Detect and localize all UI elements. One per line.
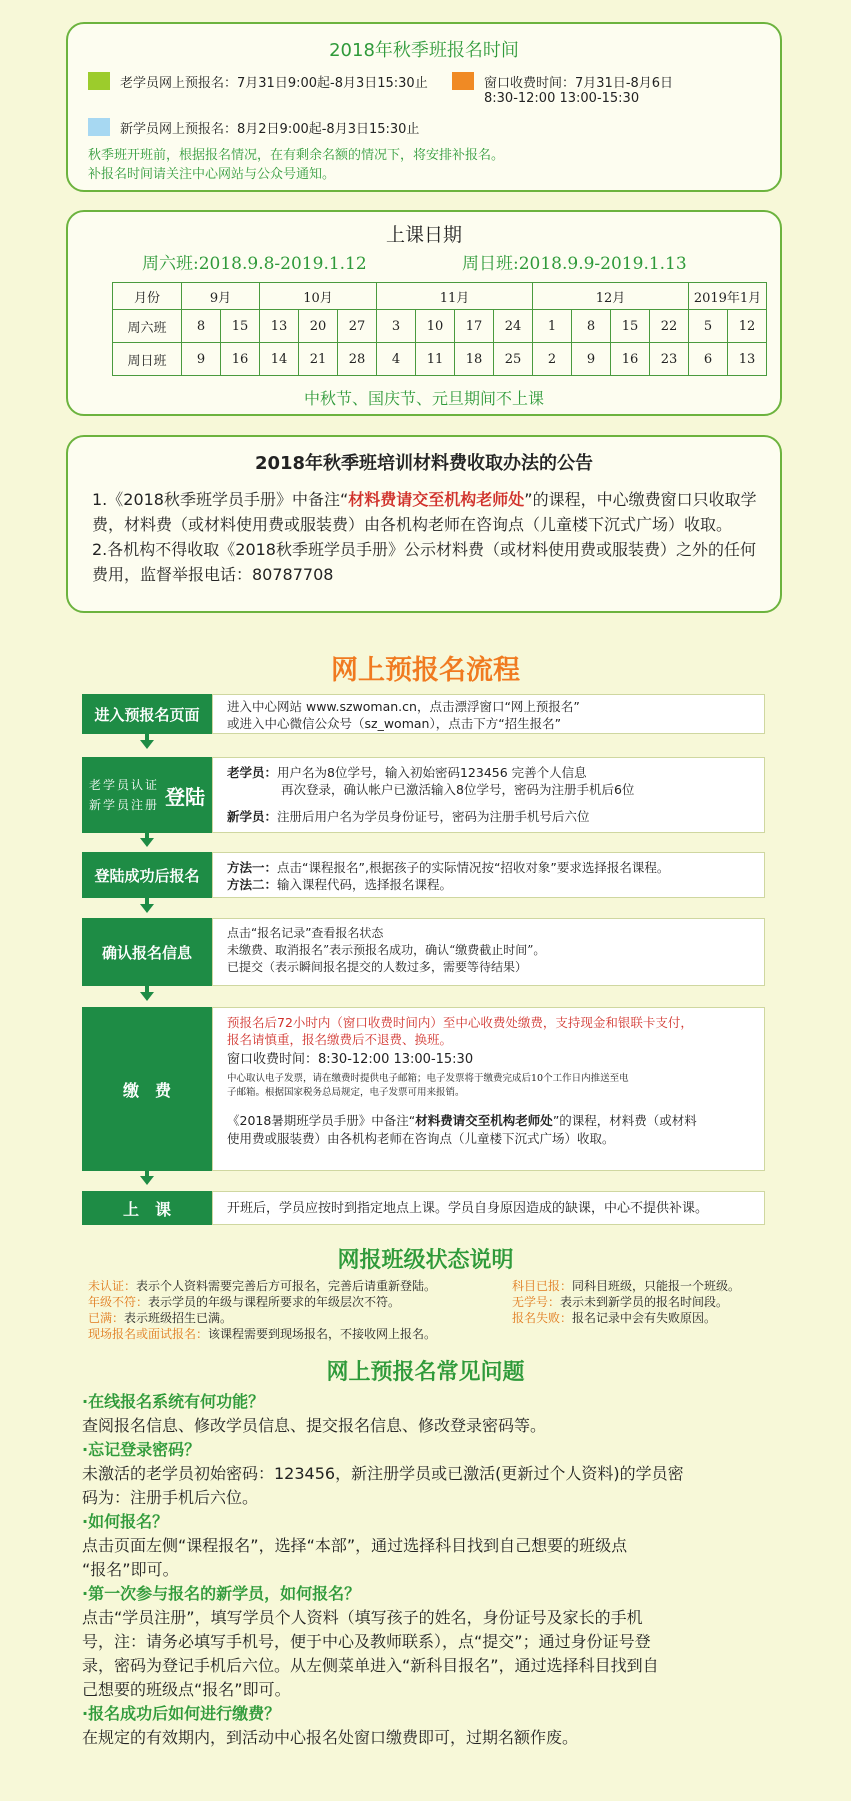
step-payment-desc — [212, 1007, 765, 1171]
saturday-day-cell: 15 — [611, 310, 650, 343]
class-calendar-table — [112, 282, 767, 376]
flow-arrow-icon — [140, 1176, 154, 1185]
saturday-day-cell: 5 — [689, 310, 728, 343]
step-attend: 上 课 — [82, 1191, 212, 1225]
sunday-range: 周日班:2018.9.9-2019.1.13 — [462, 254, 687, 274]
status-grade: 表示学员的年级与课程所要求的年级层次不符。 — [148, 1295, 401, 1309]
notice-title: 2018年秋季班培训材料费收取办法的公告 — [254, 453, 594, 474]
saturday-row-label: 周六班 — [113, 310, 182, 343]
status-grade-key: 年级不符： — [88, 1295, 149, 1309]
step-register: 登陆成功后报名 — [82, 852, 212, 898]
window-swatch — [452, 72, 474, 90]
step-enter-page-line2: 或进入中心微信公众号（sz_woman），点击下方“招生报名” — [227, 716, 562, 731]
status-onsite-key: 现场报名或面试报名： — [88, 1327, 209, 1341]
registration-time-panel — [66, 22, 782, 192]
saturday-day-cell: 20 — [299, 310, 338, 343]
class-dates-panel — [66, 210, 782, 416]
payment-rule-1: 预报名后72小时内（窗口收费时间内）至中心收费处缴费，支持现金和银联卡支付， — [227, 1015, 693, 1030]
old-student-heading: 老学员： — [227, 765, 278, 780]
sunday-day-cell: 16 — [221, 343, 260, 376]
method-2-heading: 方法二： — [227, 877, 278, 892]
faq-title: 网上预报名常见问题 — [326, 1360, 525, 1385]
saturday-day-cell: 8 — [572, 310, 611, 343]
calendar-header-cell: 9月 — [182, 283, 260, 310]
flow-arrow-icon — [140, 740, 154, 749]
calendar-header-cell: 12月 — [533, 283, 689, 310]
status-title: 网报班级状态说明 — [337, 1248, 514, 1273]
payment-material-note — [227, 1112, 750, 1148]
sunday-day-cell: 13 — [728, 343, 767, 376]
invoice-line2: 子邮箱。根据国家税务总局规定，电子发票可用来报销。 — [227, 1087, 465, 1098]
status-noid-key: 无学号： — [512, 1295, 561, 1309]
registration-note-2: 补报名时间请关注中心网站与公众号通知。 — [88, 167, 336, 182]
saturday-day-cell: 24 — [494, 310, 533, 343]
material-note-bold: 材料费请交至机构老师处 — [415, 1113, 553, 1128]
flow-arrow-icon — [140, 992, 154, 1001]
status-full: 表示班级招生已满。 — [124, 1311, 233, 1325]
calendar-header-cell: 月份 — [113, 283, 182, 310]
step-enter-page-desc — [212, 694, 765, 734]
flow-arrow-icon — [140, 838, 154, 847]
saturday-row — [113, 310, 767, 343]
window-hours: 8:30-12:00 13:00-15:30 — [484, 91, 640, 106]
sunday-day-cell: 16 — [611, 343, 650, 376]
method-1-text: 点击“课程报名”,根据孩子的实际情况按“招收对象”要求选择报名课程。 — [277, 860, 670, 875]
status-left-list — [88, 1278, 436, 1342]
status-onsite: 该课程需要到现场报名，不接收网上报名。 — [208, 1327, 437, 1341]
registration-time-title: 2018年秋季班报名时间 — [329, 40, 519, 61]
window-legend — [452, 72, 673, 106]
sunday-day-cell: 4 — [377, 343, 416, 376]
status-unverified: 表示个人资料需要完善后方可报名，完善后请重新登陆。 — [136, 1279, 437, 1293]
sunday-day-cell: 6 — [689, 343, 728, 376]
sunday-day-cell: 14 — [260, 343, 299, 376]
status-full-key: 已满： — [88, 1311, 125, 1325]
faq-q1: ·在线报名系统有何功能？ — [82, 1392, 265, 1411]
invoice-line1: 中心取认电子发票，请在缴费时提供电子邮箱；电子发票将于缴费完成后10个工作日内推送至电 — [227, 1073, 629, 1084]
confirm-line3: 已提交（表示瞬间报名提交的人数过多，需要等待结果） — [227, 960, 528, 974]
confirm-line2: 未缴费、取消报名”表示预报名成功，确认“缴费截止时间”。 — [227, 943, 546, 957]
saturday-day-cell: 8 — [182, 310, 221, 343]
new-student-legend — [88, 118, 419, 137]
faq-q2: ·忘记登录密码？ — [82, 1440, 201, 1459]
status-unverified-key: 未认证： — [88, 1279, 137, 1293]
sunday-day-cell: 11 — [416, 343, 455, 376]
status-noid: 表示未到新学员的报名时间段。 — [560, 1295, 729, 1309]
faq-a4 — [82, 1606, 772, 1702]
saturday-day-cell: 1 — [533, 310, 572, 343]
material-fee-notice — [66, 435, 782, 613]
faq-a3-line1: 点击页面左侧“课程报名”，选择“本部”，通过选择科目找到自己想要的班级点 — [82, 1536, 628, 1555]
status-failed: 报名记录中会有失败原因。 — [572, 1311, 717, 1325]
notice-p1-end: ”的课程，中心缴费窗口只收取学费，材料费（或材料使用费或服装费）由各机构老师在咨询点（儿童楼下沉式广场）收取。 — [92, 490, 757, 534]
notice-p1-highlight: 材料费请交至机构老师处 — [348, 490, 525, 509]
calendar-header-row — [113, 283, 767, 310]
sunday-day-cell: 2 — [533, 343, 572, 376]
new-student-swatch — [88, 118, 110, 136]
faq-a4-line4: 己想要的班级点“报名”即可。 — [82, 1680, 291, 1699]
material-note-end: 使用费或服装费）由各机构老师在咨询点（儿童楼下沉式广场）收取。 — [227, 1131, 615, 1146]
old-student-text-2: 再次登录，确认帐户已激活输入8位学号，密码为注册手机后6位 — [281, 782, 635, 797]
new-student-label: 新学员网上预报名：8月2日9:00起-8月3日15:30止 — [120, 122, 420, 137]
step-register-desc — [212, 852, 765, 898]
saturday-day-cell: 15 — [221, 310, 260, 343]
step-confirm-desc — [212, 918, 765, 986]
sunday-day-cell: 9 — [182, 343, 221, 376]
flow-title: 网上预报名流程 — [331, 655, 520, 686]
faq-a1: 查阅报名信息、修改学员信息、提交报名信息、修改登录密码等。 — [82, 1416, 547, 1435]
step-login-new: 新学员注册 — [88, 798, 159, 812]
step-login-old: 老学员认证 — [88, 778, 159, 792]
faq-a3 — [82, 1534, 772, 1582]
sunday-day-cell: 23 — [650, 343, 689, 376]
new-student-heading: 新学员： — [227, 809, 278, 824]
saturday-range: 周六班:2018.9.8-2019.1.12 — [142, 254, 367, 274]
status-failed-key: 报名失败： — [512, 1311, 573, 1325]
payment-invoice-note — [227, 1072, 750, 1100]
old-student-swatch — [88, 72, 110, 90]
sunday-row — [113, 343, 767, 376]
registration-notes — [88, 146, 504, 184]
faq-a4-line2: 号，注：请务必填写手机号，便于中心及教师联系），点“提交”；通过身份证号登 — [82, 1632, 651, 1651]
calendar-header-cell: 10月 — [260, 283, 377, 310]
payment-hours: 窗口收费时间：8:30-12:00 13:00-15:30 — [227, 1052, 474, 1067]
step-login-sub — [89, 775, 159, 815]
step-payment: 缴 费 — [82, 1007, 212, 1171]
faq-a4-line1: 点击“学员注册”，填写学员个人资料（填写孩子的姓名，身份证号及家长的手机 — [82, 1608, 643, 1627]
sunday-day-cell: 18 — [455, 343, 494, 376]
step-login — [82, 757, 212, 833]
status-subject: 同科目班级，只能报一个班级。 — [572, 1279, 741, 1293]
saturday-day-cell: 22 — [650, 310, 689, 343]
old-student-legend — [88, 72, 428, 91]
method-2-text: 输入课程代码，选择报名课程。 — [277, 877, 453, 892]
calendar-header-cell: 2019年1月 — [689, 283, 767, 310]
notice-p1-start: 1.《2018秋季班学员手册》中备注“ — [92, 490, 349, 509]
faq-a2 — [82, 1462, 772, 1510]
flow-arrow-icon — [140, 904, 154, 913]
saturday-day-cell: 13 — [260, 310, 299, 343]
faq-a4-line3: 录，密码为登记手机后六位。从左侧菜单进入“新科目报名”，通过选择科目找到自 — [82, 1656, 659, 1675]
faq-a5: 在规定的有效期内，到活动中心报名处窗口缴费即可，过期名额作废。 — [82, 1728, 579, 1747]
window-label: 窗口收费时间：7月31日-8月6日 — [484, 76, 674, 91]
status-right-list — [512, 1278, 740, 1326]
notice-p2: 2.各机构不得收取《2018秋季班学员手册》公示材料费（或材料使用费或服装费）之外的任何费用，监督举报电话：80787708 — [92, 540, 756, 584]
holiday-note: 中秋节、国庆节、元旦期间不上课 — [303, 389, 544, 408]
window-text — [484, 72, 673, 106]
faq-a2-line2: 码为：注册手机后六位。 — [82, 1488, 259, 1507]
sunday-row-label: 周日班 — [113, 343, 182, 376]
faq-q4: ·第一次参与报名的新学员，如何报名？ — [82, 1584, 361, 1603]
saturday-day-cell: 17 — [455, 310, 494, 343]
new-student-text: 注册后用户名为学员身份证号，密码为注册手机号后六位 — [277, 809, 590, 824]
registration-note-1: 秋季班开班前，根据报名情况，在有剩余名额的情况下，将安排补报名。 — [88, 148, 505, 163]
calendar-header-cell: 11月 — [377, 283, 533, 310]
sunday-day-cell: 9 — [572, 343, 611, 376]
sunday-day-cell: 25 — [494, 343, 533, 376]
faq-q5: ·报名成功后如何进行缴费？ — [82, 1704, 281, 1723]
faq-a2-line1: 未激活的老学员初始密码：123456，新注册学员或已激活(更新过个人资料)的学员密 — [82, 1464, 684, 1483]
saturday-day-cell: 27 — [338, 310, 377, 343]
faq-q3: ·如何报名？ — [82, 1512, 169, 1531]
sunday-day-cell: 28 — [338, 343, 377, 376]
payment-rule-2: 报名请慎重，报名缴费后不退费、换班。 — [227, 1032, 453, 1047]
step-confirm: 确认报名信息 — [82, 918, 212, 986]
sunday-day-cell: 21 — [299, 343, 338, 376]
notice-body — [92, 487, 762, 587]
faq-list — [82, 1390, 772, 1750]
old-student-label: 老学员网上预报名：7月31日9:00起-8月3日15:30止 — [120, 76, 428, 91]
method-1-heading: 方法一： — [227, 860, 278, 875]
old-student-text: 用户名为8位学号，输入初始密码123456 完善个人信息 — [277, 765, 587, 780]
material-note-mid: ”的课程，材料费（或材料 — [552, 1113, 697, 1128]
saturday-day-cell: 12 — [728, 310, 767, 343]
status-subject-key: 科目已报： — [512, 1279, 573, 1293]
step-enter-page: 进入预报名页面 — [82, 694, 212, 734]
step-enter-page-line1: 进入中心网站 www.szwoman.cn，点击漂浮窗口“网上预报名” — [227, 699, 580, 714]
step-attend-desc: 开班后，学员应按时到指定地点上课。学员自身原因造成的缺课，中心不提供补课。 — [212, 1191, 765, 1225]
step-login-label: 登陆 — [165, 784, 205, 809]
saturday-day-cell: 3 — [377, 310, 416, 343]
faq-a3-line2: “报名”即可。 — [82, 1560, 179, 1579]
saturday-day-cell: 10 — [416, 310, 455, 343]
step-login-desc — [212, 757, 765, 833]
material-note-start: 《2018暑期班学员手册》中备注“ — [227, 1113, 416, 1128]
class-dates-title: 上课日期 — [385, 224, 462, 246]
confirm-line1: 点击“报名记录”查看报名状态 — [227, 926, 384, 940]
